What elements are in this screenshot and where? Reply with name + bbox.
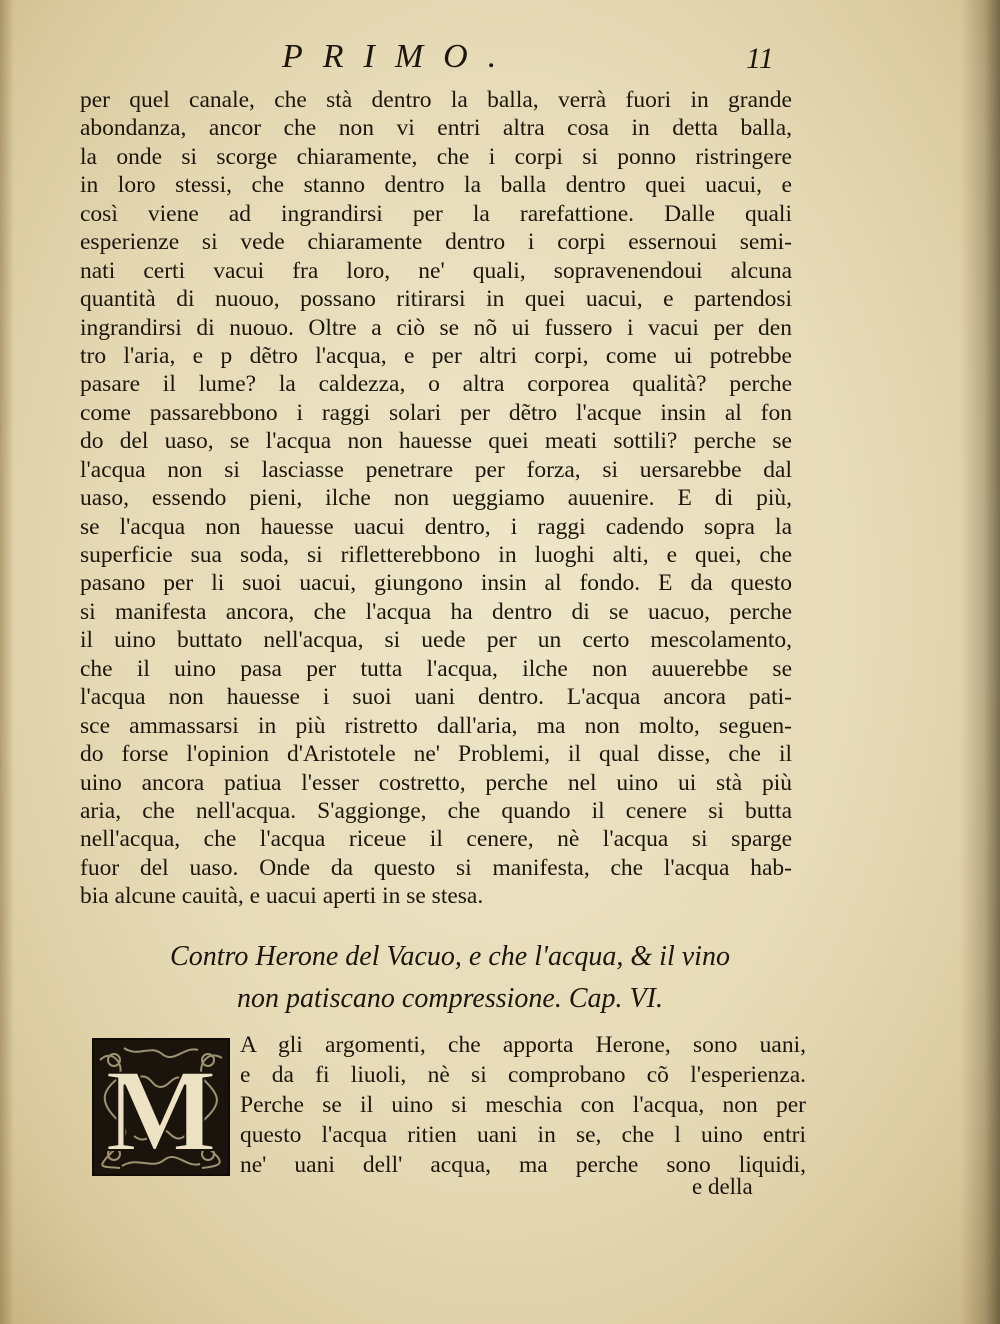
text-line: uaso, essendo pieni, ilche non ueggiamo auuenire. E di più, [80, 485, 792, 512]
page-number: 11 [746, 42, 774, 75]
text-line: ingrandirsi di nuouo. Oltre a ciò se nõ ui fussero i vacui per den [80, 314, 792, 341]
text-line: sce ammassarsi in più ristretto dall'aria, ma non molto, seguen- [80, 712, 792, 739]
running-head [0, 38, 1000, 78]
spine-shadow [960, 0, 1000, 1324]
text-line: si manifesta ancora, che l'acqua ha dentro di se uacuo, perche [80, 598, 792, 625]
text-line: nati certi vacui fra loro, ne' quali, sopravenendoui alcuna [80, 257, 792, 284]
chapter-heading [100, 936, 800, 1020]
text-line: la onde si scorge chiaramente, che i corpi si ponno ristringere [80, 143, 792, 170]
text-line: abondanza, ancor che non vi entri altra cosa in detta balla, [80, 115, 792, 142]
text-line: l'acqua non hauesse i suoi uani dentro. L'acqua ancora pati- [80, 684, 792, 711]
decorated-initial-art [94, 1040, 228, 1174]
text-line: pasano per li suoi uacui, giungono insin al fondo. E da questo [80, 570, 792, 597]
text-line: do del uaso, se l'acqua non hauesse quei meati sottili? perche se [80, 428, 792, 455]
chapter-heading-line-1: Contro Herone del Vacuo, e che l'acqua, & il vino [170, 941, 730, 972]
text-line: se l'acqua non hauesse uacui dentro, i raggi cadendo sopra la [80, 513, 792, 540]
text-line: A gli argomenti, che apporta Herone, sono uani, [240, 1032, 806, 1058]
text-line: do forse l'opinion d'Aristotele ne' Problemi, il qual disse, che il [80, 741, 792, 768]
text-line: bia alcune cauità, e uacui aperti in se stesa. [80, 883, 484, 910]
text-line: esperienze si vede chiaramente dentro i corpi essernoui semi- [80, 229, 792, 256]
running-head-title: PRIMO. [282, 38, 517, 75]
text-line: pasare il lume? la caldezza, o altra corporea qualità? perche [80, 371, 792, 398]
text-line: che il uino pasa per tutta l'acqua, ilche non auuerebbe se [80, 655, 792, 682]
chapter-heading-line-2: non patiscano compressione. Cap. VI. [237, 983, 663, 1014]
paragraph-2 [240, 1030, 806, 1180]
text-line: in loro stessi, che stanno dentro la balla dentro quei uacui, e [80, 172, 792, 199]
text-line: e da fi liuoli, nè si comprobano cõ l'esperienza. [240, 1062, 806, 1088]
text-line: il uino buttato nell'acqua, si uede per un certo mescolamento, [80, 627, 792, 654]
catchword: e della [692, 1174, 753, 1199]
text-line: questo l'acqua ritien uani in se, che l uino entri [240, 1122, 806, 1148]
text-line: per quel canale, che stà dentro la balla, verrà fuori in grande [80, 87, 792, 113]
text-line: così viene ad ingrandirsi per la rarefattione. Dalle quali [80, 200, 792, 227]
text-line: nell'acqua, che l'acqua riceue il cenere, nè l'acqua si sparge [80, 826, 792, 853]
text-line: Perche se il uino si meschia con l'acqua, non per [240, 1092, 806, 1118]
decorated-initial [92, 1038, 230, 1176]
paragraph-1 [80, 86, 792, 911]
text-line: quantità di nuouo, possano ritirarsi in quei uacui, e partendosi [80, 286, 792, 313]
text-line: l'acqua non si lasciasse penetrare per forza, si uersarebbe dal [80, 456, 792, 483]
text-line: tro l'aria, e p dẽtro l'acqua, e per altri corpi, come ui potrebbe [80, 342, 792, 369]
text-line: fuor del uaso. Onde da questo si manifesta, che l'acqua hab- [80, 854, 792, 881]
text-line: uino ancora patiua l'esser costretto, perche nel uino ui stà più [80, 769, 792, 796]
initial-letter: M [105, 1045, 217, 1174]
page-edge-shadow [0, 0, 14, 1324]
text-line: ne' uani dell' acqua, ma perche sono liquidi, [240, 1152, 806, 1178]
text-line: superficie sua soda, si rifletterebbono in luoghi alti, e quei, che [80, 542, 792, 568]
text-line: come passarebbono i raggi solari per dẽtro l'acque insin al fon [80, 399, 792, 426]
text-line: aria, che nell'acqua. S'aggionge, che quando il cenere si butta [80, 797, 792, 824]
